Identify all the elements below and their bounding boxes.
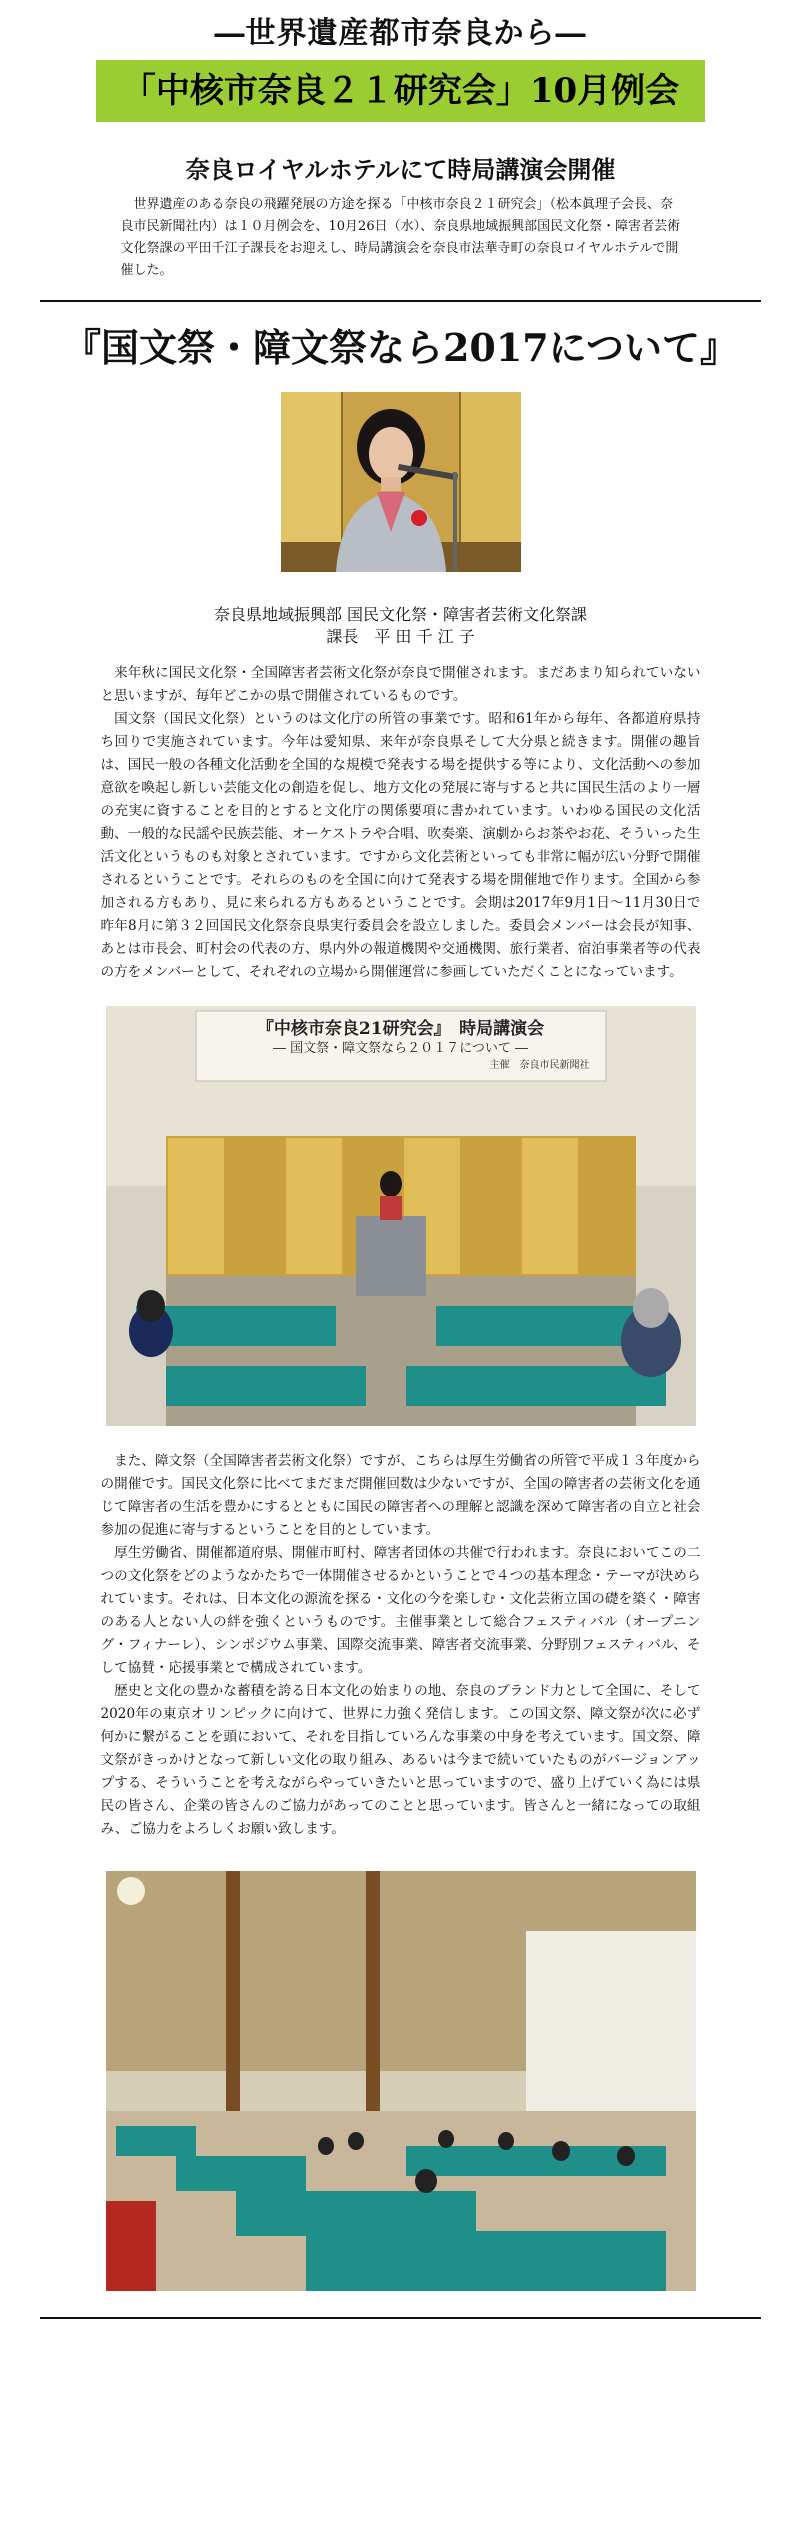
speaker-photo	[281, 392, 521, 572]
lecture-hall-photo	[106, 1006, 696, 1426]
article-body-1	[101, 662, 701, 984]
speaker-dept: 奈良県地域振興部 国民文化祭・障害者芸術文化祭課	[213, 605, 588, 624]
divider-top	[40, 300, 761, 302]
event-banner: 「中核市奈良２１研究会」10月例会	[96, 60, 705, 122]
speaker-name: 課長 平 田 千 江 子	[326, 627, 475, 646]
body-paragraph: 厚生労働省、開催都道府県、開催市町村、障害者団体の共催で行われます。奈良においてこの二つの文化祭をどのようなかたちで一体開催させるかということで４つの基本理念・テーマが決められています。それは、日本文化の源流を探る・文化の今を楽しむ・文化芸術立国の礎を築く・障害のある人とない人の絆を強くというものです。主催事業として総合フェスティバル（オープニング・フィナーレ）、シンポジウム事業、国際交流事業、障害者交流事業、分野別フェスティバル、そして協賛・応援事業とで構成されています。	[100, 1545, 701, 1676]
speaker-photo-art	[281, 392, 521, 572]
article-title: 『国文祭・障文祭なら2017について』	[62, 325, 738, 370]
subheading: 奈良ロイヤルホテルにて時局講演会開催	[185, 155, 616, 184]
speaker-caption	[0, 604, 801, 648]
photo-banner-host: 主催 奈良市民新聞社	[489, 1060, 590, 1071]
photo-banner-line2: ― 国文祭・障文祭なら２０１７について ―	[272, 1041, 528, 1056]
divider-bottom	[40, 2317, 761, 2319]
event-banner-in-photo	[196, 1011, 606, 1081]
banner-wrap	[0, 56, 801, 136]
body-paragraph: 歴史と文化の豊かな蓄積を誇る日本文化の始まりの地、奈良のブランド力として全国に、そして2020年の東京オリンピックに向けて、世界に力強く発信します。この国文祭、障文祭が次に必ず何かに繋がることを頭において、それを目指していろんな事業の中身を考えています。国文祭、障文祭がきっかけとなって新しい文化の取り組み、あるいは今まで続いていたものがバージョンアップする、そういうことを考えながらやっていきたいと思っていますので、盛り上げていく為には県民の皆さん、企業の皆さんのご協力があってのことと思っています。皆さんと一緒になっての取組み、ご協力をよろしくお願い致します。	[100, 1683, 701, 1837]
body-paragraph: 国文祭（国民文化祭）というのは文化庁の所管の事業です。昭和61年から毎年、各都道府県持ち回りで実施されています。今年は愛知県、来年が奈良県そして大分県と続きます。開催の趣旨は、国民一般の各種文化活動を全国的な規模で発表する場を提供する等により、文化活動への参加意欲を喚起し新しい芸能文化の創造を促し、地方文化の発展に寄与すると共に国民生活のより一層の充実に資することを目的とすると文化庁の関係要項に書かれています。いわゆる国民の文化活動、一般的な民謡や民族芸能、オーケストラや合唱、吹奏楽、演劇からお茶やお花、そういった生活文化というものも対象とされています。ですから文化芸術といっても非常に幅が広い分野で開催されるということです。それらのものを全国に向けて発表する場を開催地で作ります。全国から参加される方もあり、見に来られる方もあるということです。会期は2017年9月1日～11月30日で昨年8月に第３２回国民文化祭奈良県実行委員会を設立しました。委員会メンバーは会長が知事、あとは市長会、町村会の代表の方、県内外の報道機関や交通機関、旅行業者、宿泊事業者等の代表の方をメンバーとして、それぞれの立場から開催運営に参画していただくことになっています。	[100, 711, 701, 980]
body-paragraph: 来年秋に国民文化祭・全国障害者芸術文化祭が奈良で開催されます。まだあまり知られていないと思いますが、毎年どこかの県で開催されているものです。	[100, 665, 701, 704]
series-heading: ―世界遺産都市奈良から―	[214, 16, 587, 51]
audience-photo	[106, 1871, 696, 2291]
photo-banner-line1: 『中核市奈良21研究会』 時局講演会	[256, 1019, 545, 1039]
lead-paragraph: 世界遺産のある奈良の飛躍発展の方途を探る「中核市奈良２１研究会」（松本眞理子会長、奈良市民新聞社内）は１０月例会を、10月26日（水）、奈良県地域振興部国民文化祭・障害者芸術文化祭課の平田千江子課長をお迎えし、時局講演会を奈良市法華寺町の奈良ロイヤルホテルで開催した。	[120, 197, 681, 278]
audience-art	[106, 1871, 696, 2291]
body-paragraph: また、障文祭（全国障害者芸術文化祭）ですが、こちらは厚生労働省の所管で平成１３年度からの開催です。国民文化祭に比べてまだまだ開催回数は少ないですが、全国の障害者の芸術文化を通じて障害者の生活を豊かにするとともに国民の障害者への理解と認識を深めて障害者の自立と社会参加の促進に寄与するということを目的としています。	[100, 1453, 701, 1538]
article-body-2	[101, 1450, 701, 1841]
